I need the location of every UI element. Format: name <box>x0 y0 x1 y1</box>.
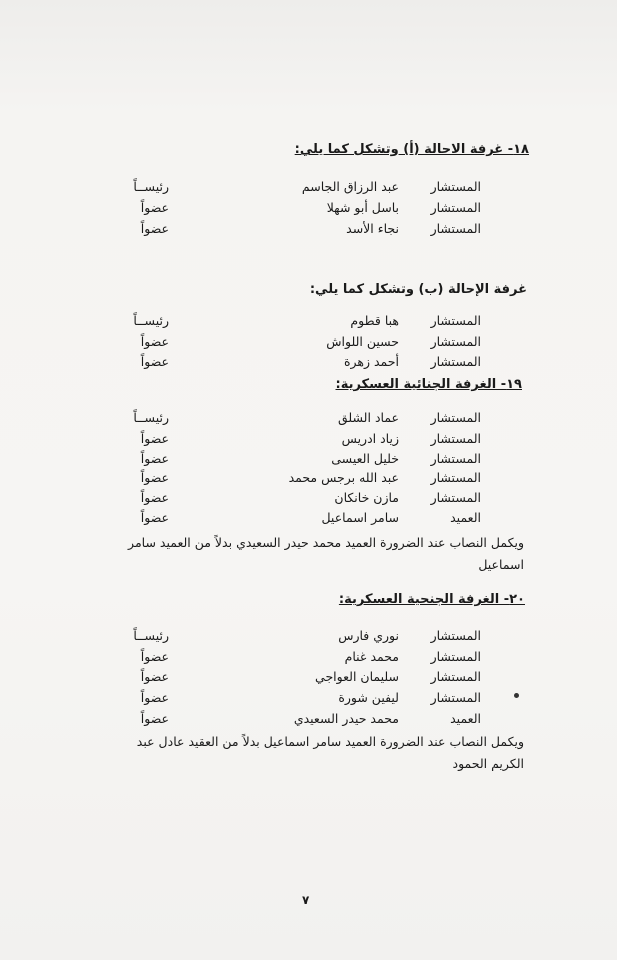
member-role: عضواً <box>140 690 169 705</box>
member-role: عضواً <box>140 490 169 505</box>
member-rank: المستشار <box>430 221 481 236</box>
member-row <box>0 354 617 372</box>
member-role: عضواً <box>140 649 169 664</box>
member-row <box>0 470 617 488</box>
member-name: سليمان العواجي <box>315 669 399 684</box>
member-role: عضواً <box>140 431 169 446</box>
member-rank: المستشار <box>430 470 481 485</box>
member-row <box>0 334 617 352</box>
member-rank: المستشار <box>430 313 481 328</box>
member-role: رئيســاً <box>133 410 169 425</box>
member-name: محمد حيدر السعيدي <box>293 711 399 726</box>
member-name: حسين اللواش <box>326 334 399 349</box>
member-row <box>0 649 617 667</box>
section-heading: ١٩- الغرفة الجنائية العسكرية: <box>335 377 522 392</box>
member-name: سامر اسماعيل <box>321 510 399 525</box>
member-role: عضواً <box>140 470 169 485</box>
member-row <box>0 451 617 469</box>
member-row <box>0 410 617 428</box>
member-role: عضواً <box>140 711 169 726</box>
member-role: عضواً <box>140 221 169 236</box>
member-rank: المستشار <box>430 628 481 643</box>
section-heading: ١٨- غرفة الاحالة (أ) وتشكل كما يلي: <box>294 142 529 157</box>
member-name: نجاء الأسد <box>346 221 399 236</box>
scan-speck <box>514 693 519 698</box>
quorum-note: ويكمل النصاب عند الضرورة العميد محمد حيدر السعيدي بدلاً من العميد سامر اسماعيل <box>128 535 524 572</box>
member-rank: المستشار <box>430 179 481 194</box>
member-name: أحمد زهرة <box>343 354 399 369</box>
member-row <box>0 711 617 729</box>
member-row <box>0 200 617 218</box>
member-name: نوري فارس <box>338 628 399 643</box>
member-name: عبد الرزاق الجاسم <box>301 179 399 194</box>
member-name: مازن خانكان <box>334 490 399 505</box>
member-rank: العميد <box>450 711 481 726</box>
member-name: عماد الشلق <box>337 410 399 425</box>
member-role: عضواً <box>140 451 169 466</box>
member-name: ليفين شورة <box>338 690 399 705</box>
member-rank: المستشار <box>430 431 481 446</box>
member-rank: المستشار <box>430 334 481 349</box>
member-role: رئيســاً <box>133 628 169 643</box>
member-row <box>0 313 617 331</box>
member-role: عضواً <box>140 354 169 369</box>
member-role: رئيســاً <box>133 179 169 194</box>
member-role: عضواً <box>140 669 169 684</box>
quorum-note: ويكمل النصاب عند الضرورة العميد سامر اسماعيل بدلاً من العقيد عادل عبد الكريم الحمود <box>136 734 524 771</box>
member-rank: المستشار <box>430 490 481 505</box>
member-row <box>0 179 617 197</box>
section-heading: ٢٠- الغرفة الجنحية العسكرية: <box>338 592 525 607</box>
member-name: زياد ادريس <box>341 431 399 446</box>
member-rank: المستشار <box>430 690 481 705</box>
member-row <box>0 669 617 687</box>
page-number: ٧ <box>302 893 310 907</box>
member-role: عضواً <box>140 200 169 215</box>
member-row <box>0 690 617 708</box>
member-name: هبا قطوم <box>350 313 399 328</box>
member-rank: المستشار <box>430 669 481 684</box>
member-rank: المستشار <box>430 649 481 664</box>
member-rank: العميد <box>450 510 481 525</box>
member-role: رئيســاً <box>133 313 169 328</box>
member-name: محمد غنام <box>344 649 399 664</box>
member-row <box>0 431 617 449</box>
member-row <box>0 510 617 528</box>
member-name: باسل أبو شهلا <box>326 200 399 215</box>
member-rank: المستشار <box>430 451 481 466</box>
member-rank: المستشار <box>430 354 481 369</box>
member-row <box>0 221 617 239</box>
member-role: عضواً <box>140 334 169 349</box>
member-rank: المستشار <box>430 200 481 215</box>
member-rank: المستشار <box>430 410 481 425</box>
member-name: خليل العيسى <box>331 451 399 466</box>
member-row <box>0 490 617 508</box>
member-row <box>0 628 617 646</box>
member-role: عضواً <box>140 510 169 525</box>
member-name: عبد الله برجس محمد <box>288 470 399 485</box>
section-heading: غرفة الإحالة (ب) وتشكل كما يلي: <box>309 282 527 297</box>
